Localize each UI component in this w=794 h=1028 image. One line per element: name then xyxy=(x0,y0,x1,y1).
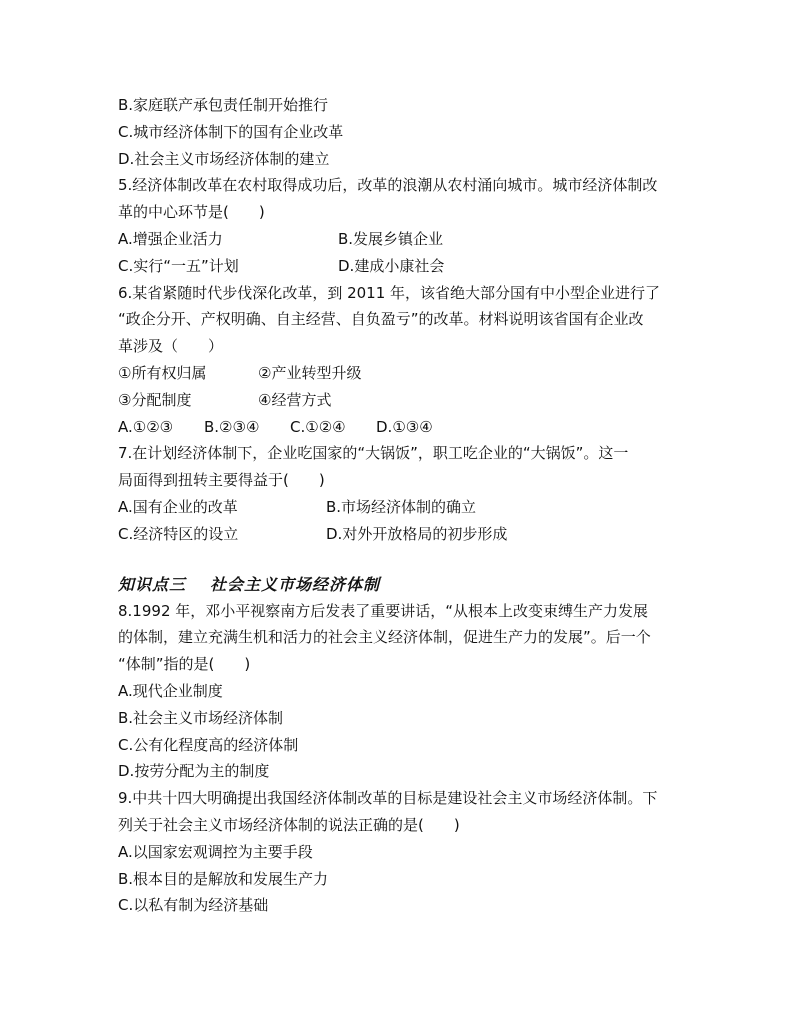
q7-option-b: B.市场经济体制的确立 xyxy=(326,497,477,516)
q8-stem-line-1: 8.1992 年，邓小平视察南方后发表了重要讲话，“从根本上改变束缚生产力发展 xyxy=(118,601,649,620)
q5-option-b: B.发展乡镇企业 xyxy=(338,229,444,248)
q8-stem-line-3: “体制”指的是( ) xyxy=(118,655,251,674)
q9-stem-line-2: 列关于社会主义市场经济体制的说法正确的是( ) xyxy=(118,815,460,834)
q4-option-d: D.社会主义市场经济体制的建立 xyxy=(118,149,330,168)
q6-option-d: D.①③④ xyxy=(376,417,433,436)
q6-stem-line-3: 革涉及（ ） xyxy=(118,337,224,356)
q9-option-a: A.以国家宏观调控为主要手段 xyxy=(118,842,313,861)
q5-options-row-2 xyxy=(118,253,688,280)
q6-items-row-2 xyxy=(118,387,688,414)
q6-stem-line-2: “政企分开、产权明确、自主经营、自负盈亏”的改革。材料说明该省国有企业改 xyxy=(118,310,644,329)
q6-options-row xyxy=(118,414,688,441)
q7-option-a: A.国有企业的改革 xyxy=(118,497,238,516)
q8-option-d: D.按劳分配为主的制度 xyxy=(118,762,270,781)
q8-option-a: A.现代企业制度 xyxy=(118,681,223,700)
q5-option-a: A.增强企业活力 xyxy=(118,229,223,248)
q4-option-b: B.家庭联产承包责任制开始推行 xyxy=(118,96,329,114)
q4-option-c: C.城市经济体制下的国有企业改革 xyxy=(118,122,344,141)
section-heading xyxy=(118,572,688,598)
q6-option-b: B.②③④ xyxy=(204,417,260,436)
q9-stem-line-1: 9.中共十四大明确提出我国经济体制改革的目标是建设社会主义市场经济体制。下 xyxy=(118,789,658,808)
q5-option-c: C.实行“一五”计划 xyxy=(118,256,239,275)
document-page xyxy=(118,92,688,919)
q6-items-row-1 xyxy=(118,360,688,387)
q7-option-c: C.经济特区的设立 xyxy=(118,524,239,543)
q8-option-b: B.社会主义市场经济体制 xyxy=(118,708,284,727)
q6-item-3: ③分配制度 xyxy=(118,390,192,409)
q5-stem-line-1: 5.经济体制改革在农村取得成功后，改革的浪潮从农村涌向城市。城市经济体制改 xyxy=(118,176,658,195)
section-title: 社会主义市场经济体制 xyxy=(210,574,381,594)
q9-option-b: B.根本目的是解放和发展生产力 xyxy=(118,869,329,888)
q6-stem-line-1: 6.某省紧随时代步伐深化改革，到 2011 年，该省绝大部分国有中小型企业进行了 xyxy=(118,283,661,302)
q5-option-d: D.建成小康社会 xyxy=(338,256,445,275)
q5-stem-line-2: 革的中心环节是( ) xyxy=(118,203,265,222)
q7-stem-line-1: 7.在计划经济体制下，企业吃国家的“大锅饭”，职工吃企业的“大锅饭”。这一 xyxy=(118,444,629,463)
q5-options-row-1 xyxy=(118,226,688,253)
q8-stem-line-2: 的体制，建立充满生机和活力的社会主义经济体制，促进生产力的发展”。后一个 xyxy=(118,628,651,647)
section-label: 知识点三 xyxy=(118,574,187,594)
q6-item-4: ④经营方式 xyxy=(258,390,332,409)
q7-options-row-1 xyxy=(118,494,688,521)
q7-options-row-2 xyxy=(118,521,688,548)
q8-option-c: C.公有化程度高的经济体制 xyxy=(118,735,299,754)
q6-option-a: A.①②③ xyxy=(118,417,174,436)
q7-option-d: D.对外开放格局的初步形成 xyxy=(326,524,508,543)
q9-option-c: C.以私有制为经济基础 xyxy=(118,896,269,915)
q6-option-c: C.①②④ xyxy=(290,417,346,436)
q7-stem-line-2: 局面得到扭转主要得益于( ) xyxy=(118,471,325,490)
q6-item-2: ②产业转型升级 xyxy=(258,363,362,382)
q6-item-1: ①所有权归属 xyxy=(118,363,207,382)
